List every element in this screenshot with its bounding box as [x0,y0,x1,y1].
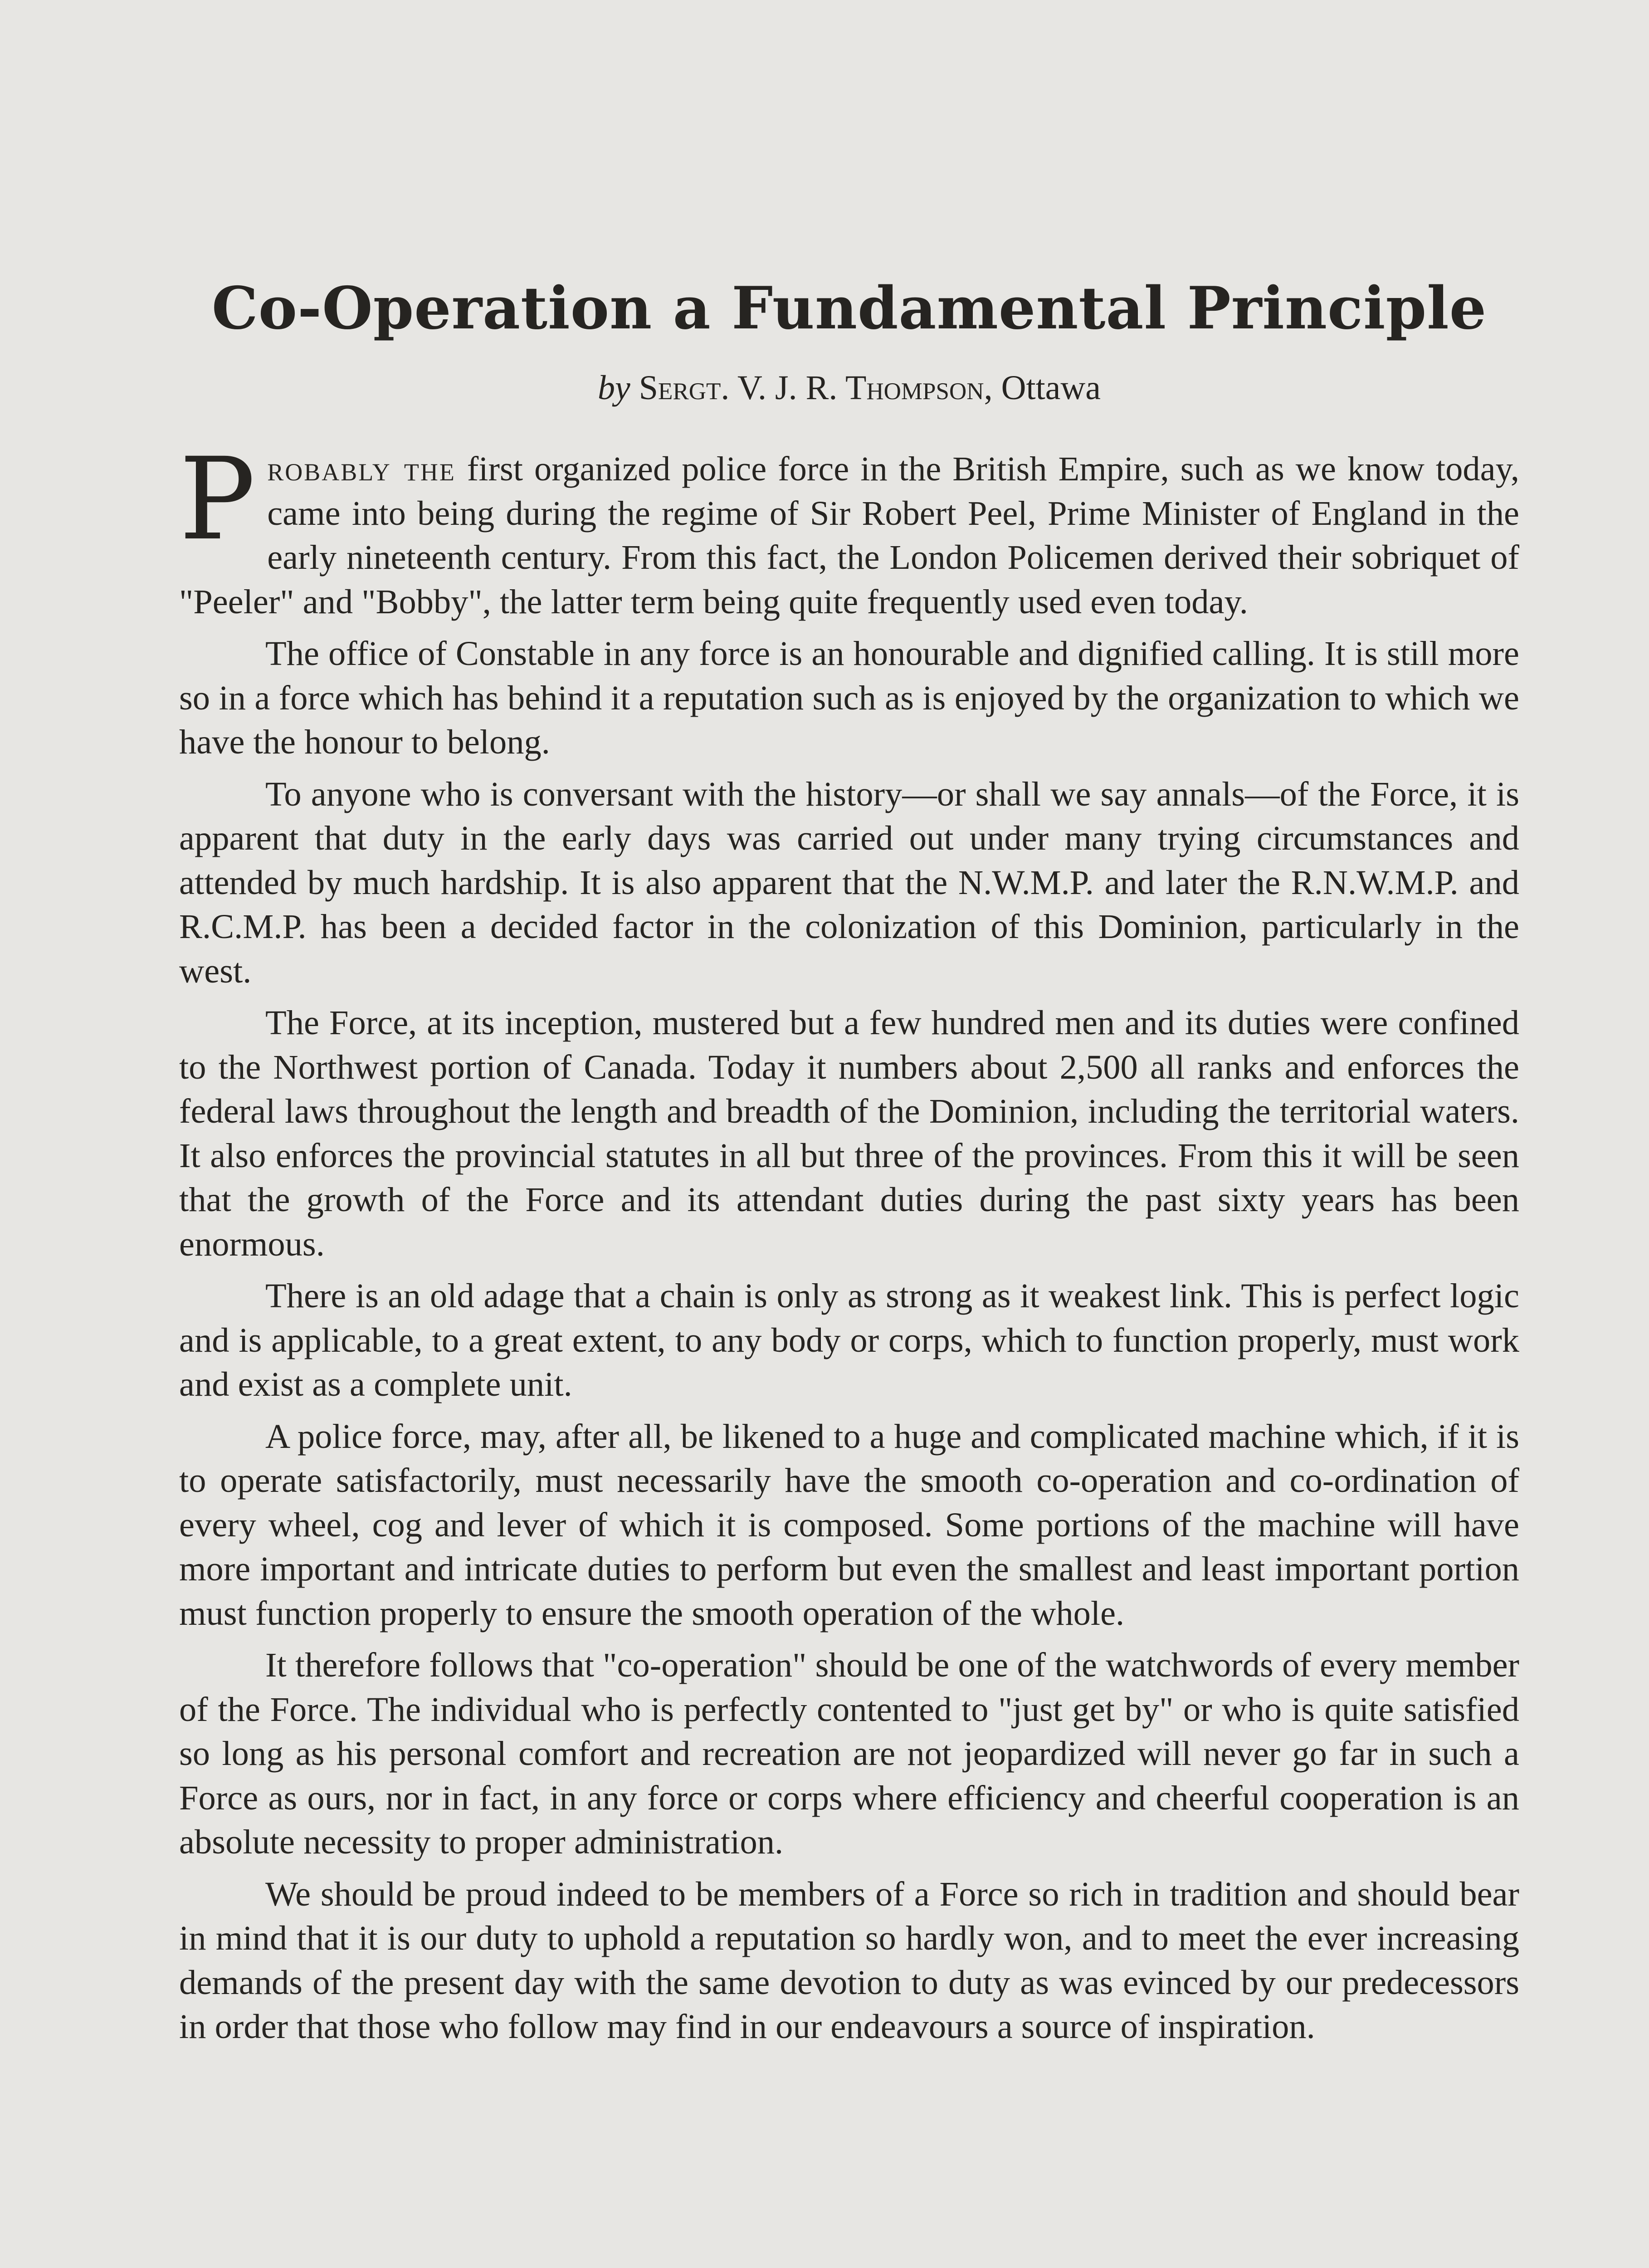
paragraph-3: To anyone who is conversant with the history—or shall we say annals—of the Force, it is apparent that duty in the early days was carried out under many trying circumstances and attended by much hardship. It is also apparent that the N.W.M.P. and later the R.N.W.M.P. and R.C.M.P. has been a decided factor in the colonization of this Dominion, particularly in the west. [179,774,1519,990]
byline-by: by [597,369,630,407]
paragraph-4: The Force, at its inception, mustered but a few hundred men and its duties were confined to the Northwest portion of Canada. Today it numbers about 2,500 all ranks and enforces the federal laws throughout the length and breadth of the Dominion, including the territorial waters. It also enforces the provincial statutes in all but three of the provinces. From this it will be seen that the growth of the Force and its attendant duties during the past sixty years has been enormous. [179,1003,1519,1263]
paragraph-1-text: first organized police force in the British Empire, such as we know today, came into being during the regime of Sir Robert Peel, Prime Minister of England in the early nineteenth century. From this fact, the London Policemen derived their sobriquet of "Peeler" and "Bobby", the latter term being quite frequently used even today. [179,450,1520,621]
paragraph-7: It therefore follows that "co-operation" should be one of the watchwords of every member of the Force. The individual who is perfectly contented to "just get by" or who is quite satisfied so long as his personal comfort and recreation are not jeopardized will never go far in such a Force as ours, nor in fact, in any force or corps where efficiency and cheerful cooperation is an absolute necessity to proper administration. [179,1646,1519,1861]
article-title: Co-Operation a Fundamental Principle [211,274,1487,342]
drop-cap: P [179,433,256,565]
paragraph-2: The office of Constable in any force is an honourable and dignified calling. It is still more so in a force which has behind it a reputation such as is enjoyed by the organization to which we have the honour to belong. [179,634,1519,761]
paragraph-5: There is an old adage that a chain is only as strong as it weakest link. This is perfect logic and is applicable, to a great extent, to any body or corps, which to function properly, must work and exist as a complete unit. [179,1276,1519,1403]
article-byline [179,365,1519,411]
byline-location: , Ottawa [984,369,1101,407]
article-page [179,0,1519,2268]
paragraph-1 [179,433,1520,624]
byline-author: Sergt. V. J. R. Thompson [639,369,984,407]
paragraph-6: A police force, may, after all, be likened to a huge and complicated machine which, if it is to operate satisfactorily, must necessarily have the smooth co-operation and co-ordination of every wheel, cog and lever of which it is composed. Some portions of the machine will have more important and intricate duties to perform but even the smallest and least important portion must function properly to ensure the smooth operation of the whole. [179,1417,1519,1633]
paragraph-8: We should be proud indeed to be members of a Force so rich in tradition and should bear in mind that it is our duty to uphold a reputation so hardly won, and to meet the ever increasing demands of the present day with the same devotion to duty as was evinced by our predecessors in order that those who follow may find in our endeavours a source of inspiration. [179,1874,1519,2046]
lead-in-small-caps: robably the [267,450,456,488]
article-body [179,433,1520,2057]
